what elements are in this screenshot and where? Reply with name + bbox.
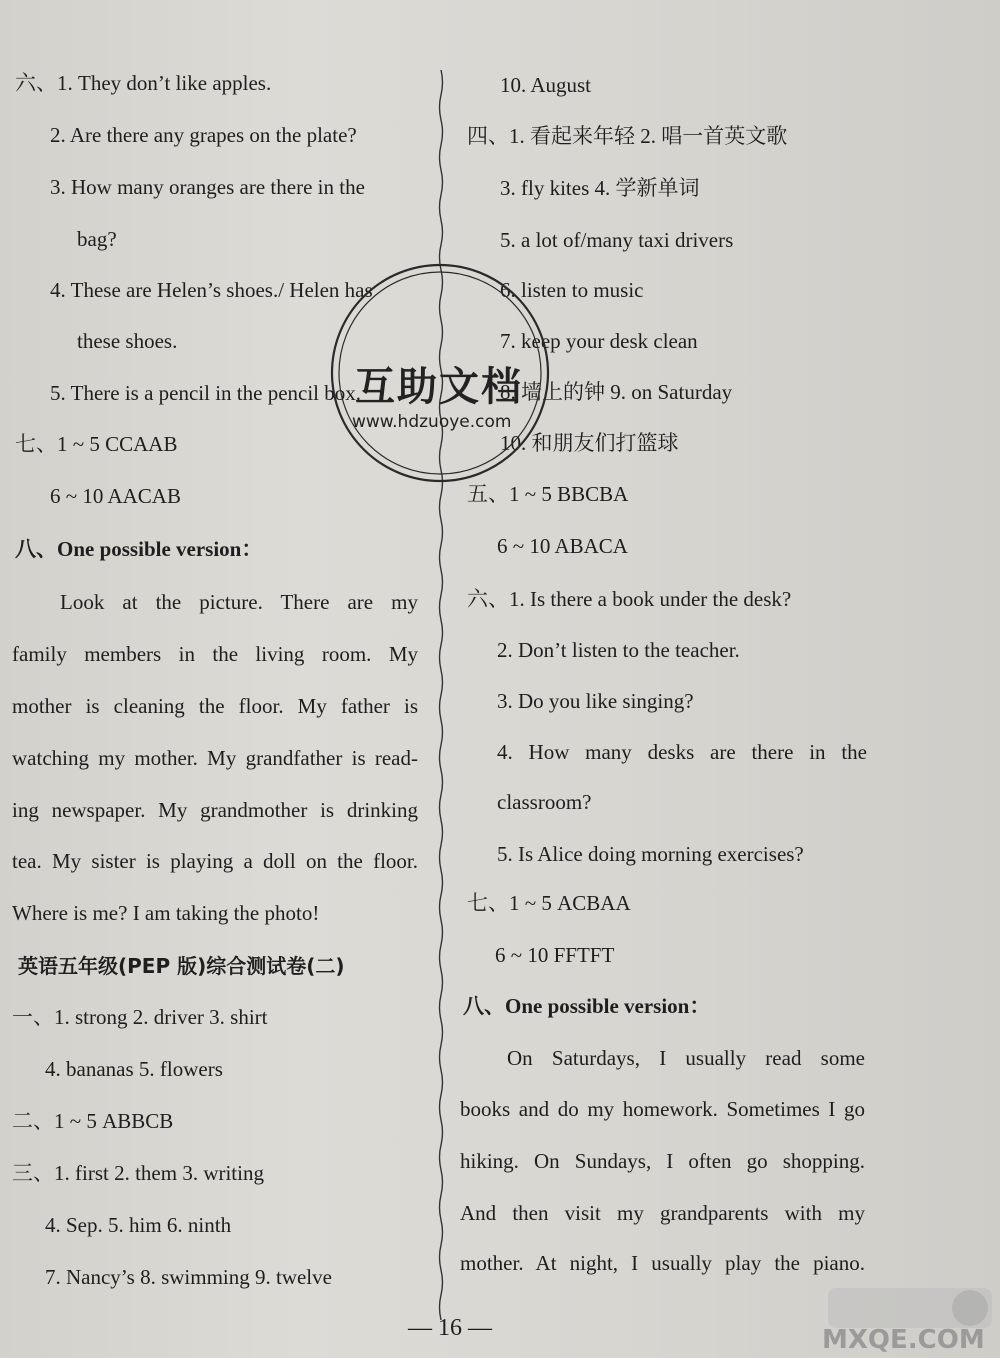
essay-line: ing newspaper. My grandmother is drinking — [12, 798, 418, 822]
answer-line: 5. a lot of/many taxi drivers — [500, 228, 734, 252]
answer-line: 三、1. first 2. them 3. writing — [12, 1161, 264, 1185]
answer-line: 6. listen to music — [500, 278, 644, 302]
answer-line: 4. bananas 5. flowers — [45, 1057, 223, 1081]
answer-line: 6 ~ 10 ABACA — [497, 534, 628, 558]
answer-line: 8. 墙上的钟 9. on Saturday — [500, 380, 733, 404]
essay-line: Look at the picture. There are my — [60, 590, 418, 614]
essay-line: mother is cleaning the floor. My father is — [12, 694, 418, 718]
answer-line: 6 ~ 10 AACAB — [50, 484, 181, 508]
section-heading: 八、One possible version： — [463, 994, 711, 1018]
answer-line: 二、1 ~ 5 ABBCB — [12, 1109, 174, 1133]
answer-line: 4. Sep. 5. him 6. ninth — [45, 1213, 232, 1237]
essay-line: books and do my homework. Sometimes I go — [460, 1097, 865, 1121]
answer-line: classroom? — [497, 790, 592, 814]
answer-line: 10. 和朋友们打篮球 — [500, 431, 679, 455]
essay-line: hiking. On Sundays, I often go shopping. — [460, 1149, 865, 1173]
answer-line: 六、1. They don’t like apples. — [15, 71, 272, 95]
stamp-url: www.hdzuoye.com — [352, 412, 512, 432]
answer-line: 10. August — [500, 73, 592, 97]
answer-line: 7. keep your desk clean — [500, 329, 698, 353]
answer-line: 5. Is Alice doing morning exercises? — [497, 842, 804, 866]
watermark-url: MXQE.COM — [822, 1325, 985, 1355]
essay-line: mother. At night, I usually play the piano. — [460, 1251, 865, 1275]
section-heading: 八、One possible version： — [15, 537, 263, 561]
essay-line: family members in the living room. My — [12, 642, 418, 666]
answer-line: 六、1. Is there a book under the desk? — [467, 587, 792, 611]
answer-line: bag? — [77, 227, 117, 251]
answer-line: these shoes. — [77, 329, 178, 353]
essay-line: tea. My sister is playing a doll on the floor. — [12, 849, 418, 873]
essay-line: On Saturdays, I usually read some — [507, 1046, 865, 1070]
essay-line: And then visit my grandparents with my — [460, 1201, 865, 1225]
answer-line: 2. Are there any grapes on the plate? — [50, 123, 357, 147]
answer-line: 5. There is a pencil in the pencil box. — [50, 381, 362, 405]
answer-line: 七、1 ~ 5 CCAAB — [15, 432, 178, 456]
answer-line: 五、1 ~ 5 BBCBA — [467, 482, 629, 506]
answer-line: 四、1. 看起来年轻 2. 唱一首英文歌 — [467, 124, 788, 148]
answer-line: 2. Don’t listen to the teacher. — [497, 638, 740, 662]
essay-line: Where is me? I am taking the photo! — [12, 901, 320, 925]
answer-line: 3. fly kites 4. 学新单词 — [500, 176, 700, 200]
answer-line: 七、1 ~ 5 ACBAA — [467, 891, 631, 915]
answer-line: 7. Nancy’s 8. swimming 9. twelve — [45, 1265, 332, 1289]
answer-line: 3. How many oranges are there in the — [50, 175, 365, 199]
page-number: — 16 — — [408, 1315, 492, 1341]
answer-line: 6 ~ 10 FFTFT — [495, 943, 615, 967]
answer-line: 一、1. strong 2. driver 3. shirt — [12, 1005, 268, 1029]
essay-line: watching my mother. My grandfather is read- — [12, 746, 418, 770]
answer-line: 3. Do you like singing? — [497, 689, 694, 713]
stamp-title: 互助文档 — [355, 364, 523, 410]
test-heading: 英语五年级(PEP 版)综合测试卷(二) — [18, 954, 345, 978]
answer-line: 4. How many desks are there in the — [497, 740, 867, 764]
answer-line: 4. These are Helen’s shoes./ Helen has — [50, 278, 373, 302]
